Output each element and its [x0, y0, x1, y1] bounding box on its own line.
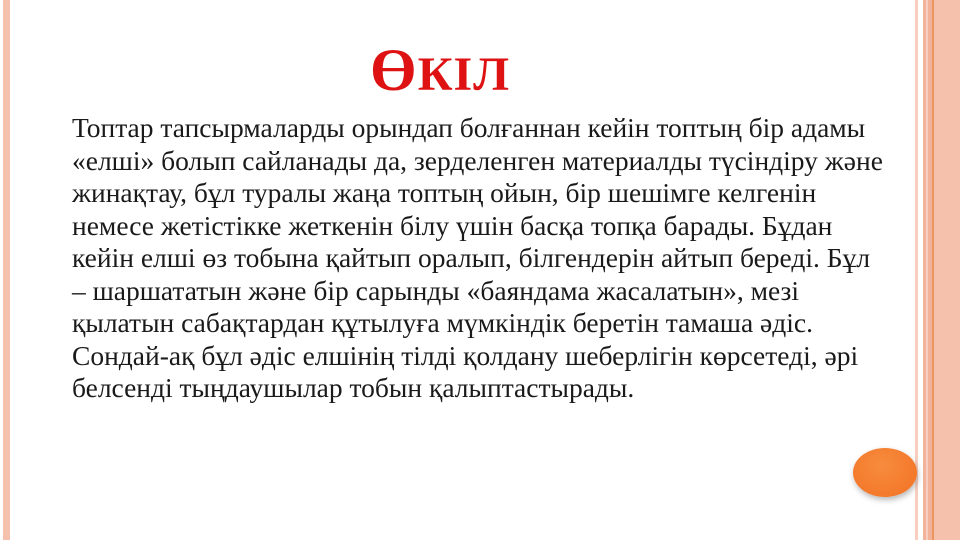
slide-title-first-letter: Ө — [370, 37, 418, 103]
right-border-stripes — [915, 0, 960, 540]
orange-ellipse-shape — [853, 448, 917, 497]
slide-title-rest: КІЛ — [417, 48, 510, 101]
slide-title — [0, 37, 880, 103]
slide-body-paragraph: Топтар тапсырмаларды орындап болғаннан кейін топтың бір адамы «елші» болып сайланады да, зерделенген материалды түсіндіру және жинақтау, бұл туралы жаңа топтың ойын, бір шешімге келгенін немесе жетістікке жеткенін білу үшін басқа топқа барады. Бұдан кейін елші өз тобына қайтып оралып, білгендерін айтып береді. Бұл – шаршататын және бір сарынды «баяндама жасалатын», мезі қылатын сабақтардан құтылуға мүмкіндік беретін тамаша әдіс. Сондай-ақ бұл әдіс елшінің тілді қолдану шеберлігін көрсетеді, әрі белсенді тыңдаушылар тобын қалыптастырады. — [72, 112, 883, 403]
